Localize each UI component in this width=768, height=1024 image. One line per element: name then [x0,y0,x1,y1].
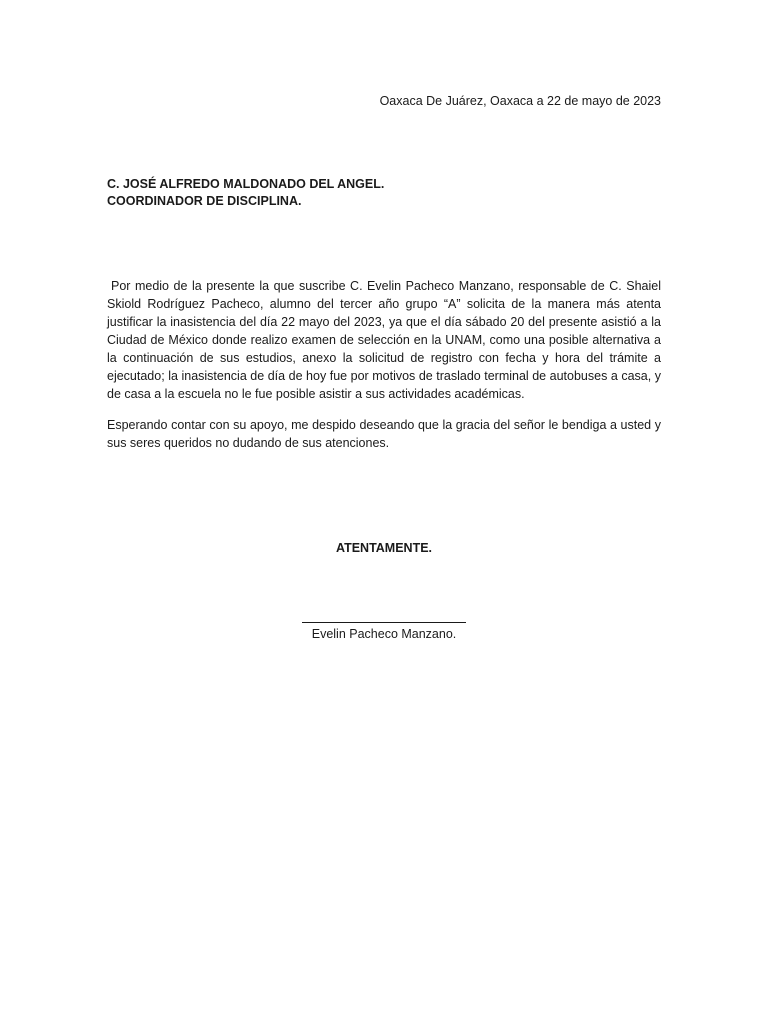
body-paragraph-request: Por medio de la presente la que suscribe C. Evelin Pacheco Manzano, responsable de C. Shaiel Skiold Rodríguez Pacheco, alumno del tercer año grupo “A” solicita de la manera más atenta justificar la inasistencia del día 22 mayo del 2023, ya que el día sábado 20 del presente asistió a la Ciudad de México donde realizo examen de selección en la UNAM, como una posible alternativa a la continuación de sus estudios, anexo la solicitud de registro con fecha y hora del trámite a ejecutado; la inasistencia de día de hoy fue por motivos de traslado terminal de autobuses a casa, y de casa a la escuela no le fue posible asistir a sus actividades académicas. [107,279,661,401]
letter-date-line: Oaxaca De Juárez, Oaxaca a 22 de mayo de 2023 [379,94,661,108]
closing-salutation: ATENTAMENTE. [335,541,433,555]
signature-line [302,610,466,623]
signature-block [0,610,768,643]
signer-name: Evelin Pacheco Manzano. [311,627,457,641]
body-paragraph-farewell: Esperando contar con su apoyo, me despido deseando que la gracia del señor le bendiga a usted y sus seres queridos no dudando de sus atenciones. [107,418,661,450]
recipient-name: C. JOSÉ ALFREDO MALDONADO DEL ANGEL. [107,177,385,191]
recipient-title: COORDINADOR DE DISCIPLINA. [107,194,302,208]
recipient-block [107,176,384,210]
